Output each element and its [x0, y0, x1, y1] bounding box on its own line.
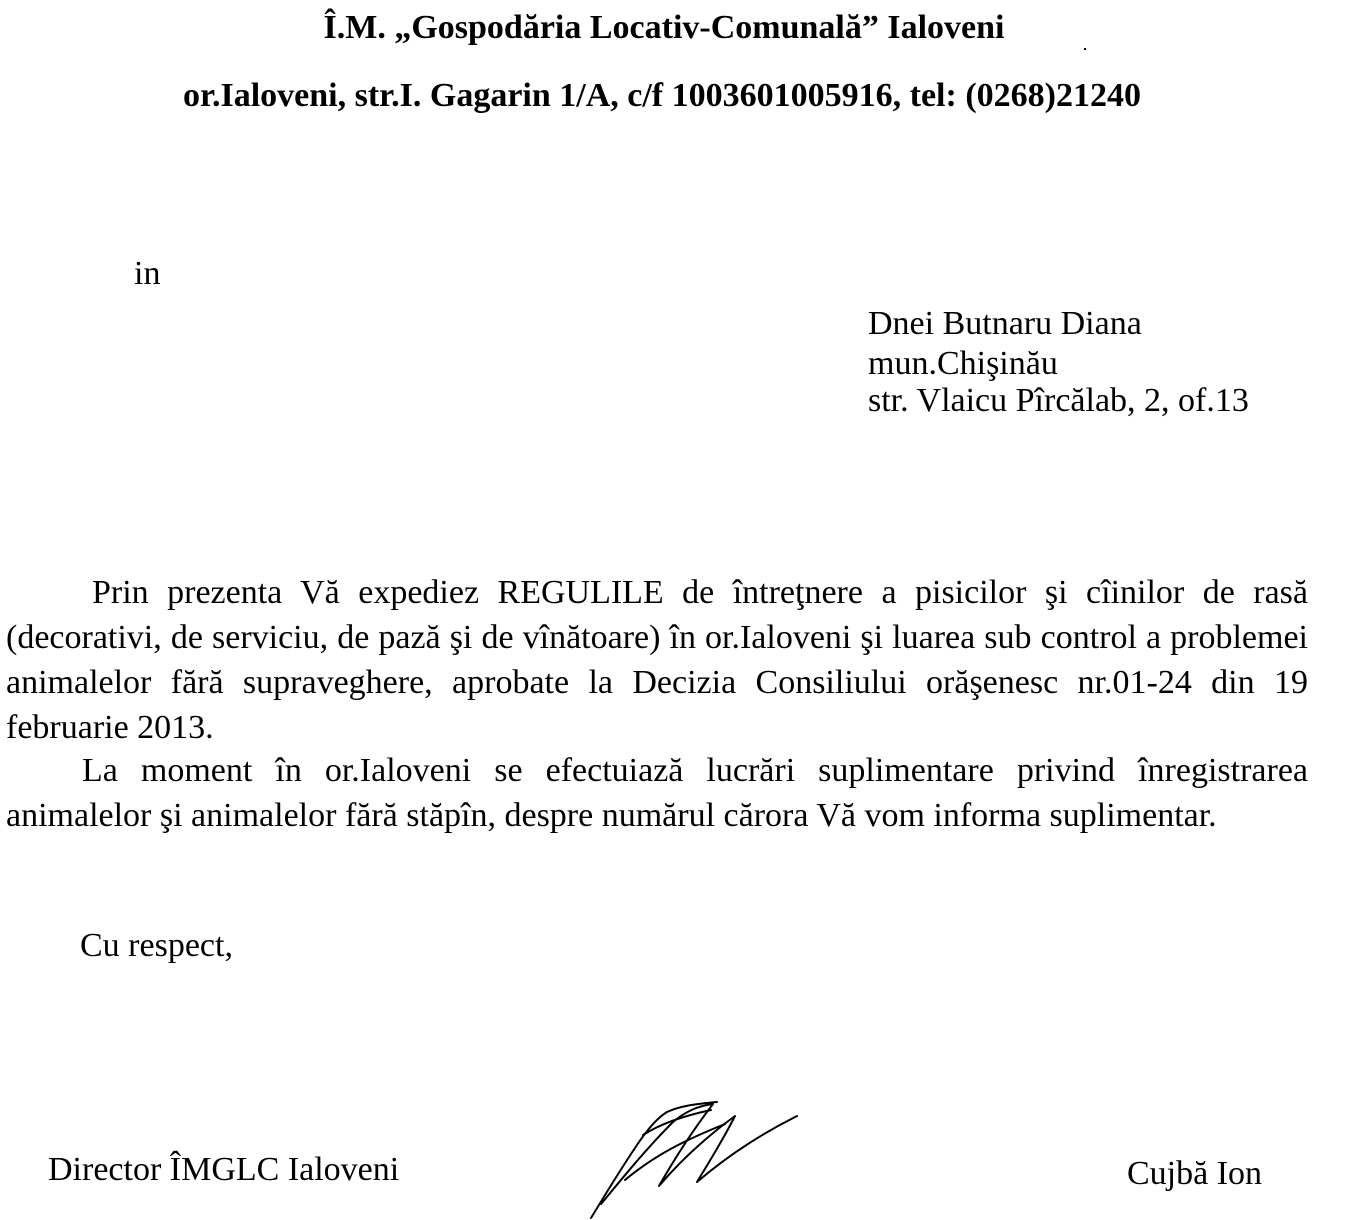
recipient-name: Dnei Butnaru Diana	[868, 305, 1142, 342]
recipient-address-block	[868, 304, 1249, 421]
body-paragraph-2: La moment în or.Ialoveni se efectuiază lucrări suplimentare privind înregistrarea animalelor şi animalelor fără stăpîn, despre numărul cărora Vă vom informa suplimentar.	[6, 752, 1308, 834]
handwritten-signature	[585, 1100, 805, 1220]
body-paragraph-1: Prin prezenta Vă expediez REGULILE de întreţnere a pisicilor şi cîinilor de rasă (decorativi, de serviciu, de pază şi de vînătoare) în or.Ialoveni şi luarea sub control a problemei animalelor fără supraveghere, aprobate la Decizia Consiliului orăşenesc nr.01-24 din 19 februarie 2013.	[6, 574, 1308, 746]
closing-salutation: Cu respect,	[80, 927, 233, 964]
signer-title: Director ÎMGLC Ialoveni	[48, 1151, 400, 1188]
signer-name: Cujbă Ion	[1127, 1155, 1263, 1192]
recipient-street: str. Vlaicu Pîrcălab, 2, of.13	[868, 382, 1249, 419]
scan-artifact-dot	[1084, 48, 1086, 50]
recipient-city: mun.Chişinău	[868, 345, 1058, 382]
organization-details: or.Ialoveni, str.I. Gagarin 1/A, c/f 1003601005916, tel: (0268)21240	[183, 77, 1141, 114]
organization-name: Î.M. „Gospodăria Locativ-Comunală” Ialoveni	[323, 9, 1005, 46]
incoming-reference: in	[134, 255, 161, 292]
